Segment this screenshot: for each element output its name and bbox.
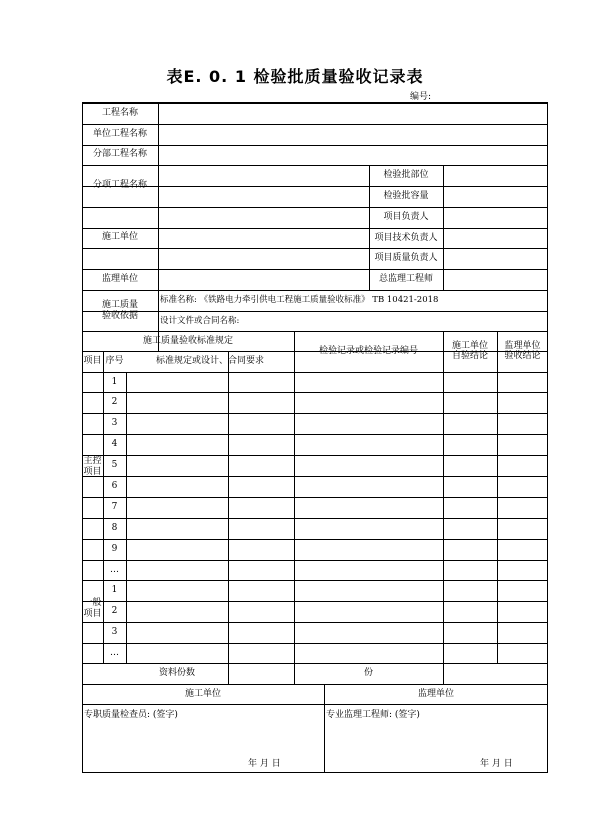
grid-line: [82, 351, 294, 352]
supervision-unit-label: 监理单位: [101, 274, 138, 284]
grid-line: [82, 102, 548, 104]
grid-line: [82, 331, 548, 332]
grid-line: [443, 165, 444, 290]
grid-line: [82, 290, 548, 291]
supervision-header-l2: 验收结论: [504, 351, 541, 361]
chief-engineer-label: 总监理工程师: [378, 274, 433, 284]
main-row-number: 9: [111, 544, 118, 554]
general-items-label: 一般项目: [83, 598, 102, 619]
standard-name-text: 标准名称: 《铁路电力牵引供电工程施工质量验收标准》 TB 10421-2018: [160, 295, 439, 305]
grid-line: [82, 643, 548, 644]
grid-line: [82, 476, 548, 477]
copies-label: 份: [363, 668, 373, 678]
grid-line: [497, 331, 498, 663]
doc-number-label: 编号:: [410, 92, 432, 102]
grid-line: [228, 663, 229, 684]
grid-line: [158, 102, 159, 331]
grid-line: [126, 372, 127, 663]
self-check-header-l2: 自验结论: [451, 351, 488, 361]
general-row-number: …: [110, 648, 119, 658]
grid-line: [82, 704, 548, 705]
col-item-header: 项目: [83, 356, 102, 366]
grid-line: [82, 372, 548, 373]
general-row-number: 3: [111, 627, 118, 637]
main-row-number: …: [110, 565, 119, 575]
construction-unit-label: 施工单位: [101, 232, 138, 242]
grid-line: [369, 248, 548, 249]
grid-line: [82, 165, 548, 166]
grid-line: [82, 269, 548, 270]
col-spec-header: 标准规定或设计、合同要求: [155, 356, 264, 366]
grid-line: [82, 392, 548, 393]
grid-line: [82, 622, 548, 623]
date-left: 年 月 日: [248, 759, 281, 769]
grid-line: [443, 331, 444, 663]
quality-inspector-label: 专职质量检查员: (签字): [84, 710, 178, 720]
unit-project-name-label: 单位工程名称: [92, 129, 147, 139]
main-row-number: 1: [111, 377, 118, 387]
grid-line: [228, 351, 229, 663]
grid-line: [82, 497, 548, 498]
main-row-number: 4: [111, 439, 118, 449]
grid-line: [82, 434, 548, 435]
general-row-number: 2: [111, 606, 118, 616]
main-row-number: 7: [111, 502, 118, 512]
basis-label-line1: 施工质量: [101, 300, 138, 310]
page-title: 表E. 0. 1 检验批质量验收记录表: [166, 67, 424, 86]
grid-line: [82, 560, 548, 561]
grid-line: [82, 580, 548, 581]
grid-line: [82, 124, 548, 125]
grid-line: [82, 413, 548, 414]
main-items-label: 主控项目: [83, 456, 102, 477]
main-row-number: 2: [111, 397, 118, 407]
grid-line: [369, 228, 548, 229]
grid-line: [82, 518, 548, 519]
footer-construction-label: 施工单位: [184, 689, 221, 699]
grid-line: [82, 663, 548, 664]
grid-line: [547, 102, 548, 772]
general-row-number: 1: [111, 585, 118, 595]
main-row-number: 5: [111, 460, 118, 470]
self-check-header-l1: 施工单位: [451, 341, 488, 351]
spec-header: 施工质量验收标准规定: [142, 336, 233, 346]
grid-line: [82, 351, 83, 772]
grid-line: [369, 165, 370, 290]
main-row-number: 8: [111, 523, 118, 533]
main-row-number: 6: [111, 481, 118, 491]
grid-line: [443, 663, 444, 684]
record-header: 检验记录或检验记录编号: [318, 346, 418, 356]
grid-line: [82, 601, 548, 602]
grid-line: [82, 684, 548, 685]
basis-label-line2: 验收依据: [101, 311, 138, 321]
sub-project-name-label: 分部工程名称: [92, 149, 147, 159]
supervision-header-l1: 监理单位: [504, 341, 541, 351]
supervising-engineer-label: 专业监理工程师: (签字): [326, 710, 420, 720]
quality-leader-label: 项目质量负责人: [374, 253, 438, 263]
grid-line: [82, 539, 548, 540]
project-leader-label: 项目负责人: [383, 212, 429, 222]
design-doc-label: 设计文件或合同名称:: [160, 316, 240, 326]
grid-line: [82, 772, 548, 773]
batch-location-label: 检验批部位: [383, 170, 429, 180]
date-right: 年 月 日: [480, 759, 513, 769]
grid-line: [82, 145, 548, 146]
data-count-label: 资料份数: [158, 668, 195, 678]
grid-line: [294, 331, 295, 684]
grid-line: [369, 186, 548, 187]
tech-leader-label: 项目技术负责人: [374, 233, 438, 243]
item-project-name-label: 分项工程名称: [92, 180, 147, 190]
grid-line: [82, 455, 548, 456]
batch-capacity-label: 检验批容量: [383, 191, 429, 201]
grid-line: [82, 207, 548, 208]
col-seq-header: 序号: [105, 356, 124, 366]
main-row-number: 3: [111, 418, 118, 428]
footer-supervision-label: 监理单位: [417, 689, 454, 699]
project-name-label: 工程名称: [101, 108, 138, 118]
